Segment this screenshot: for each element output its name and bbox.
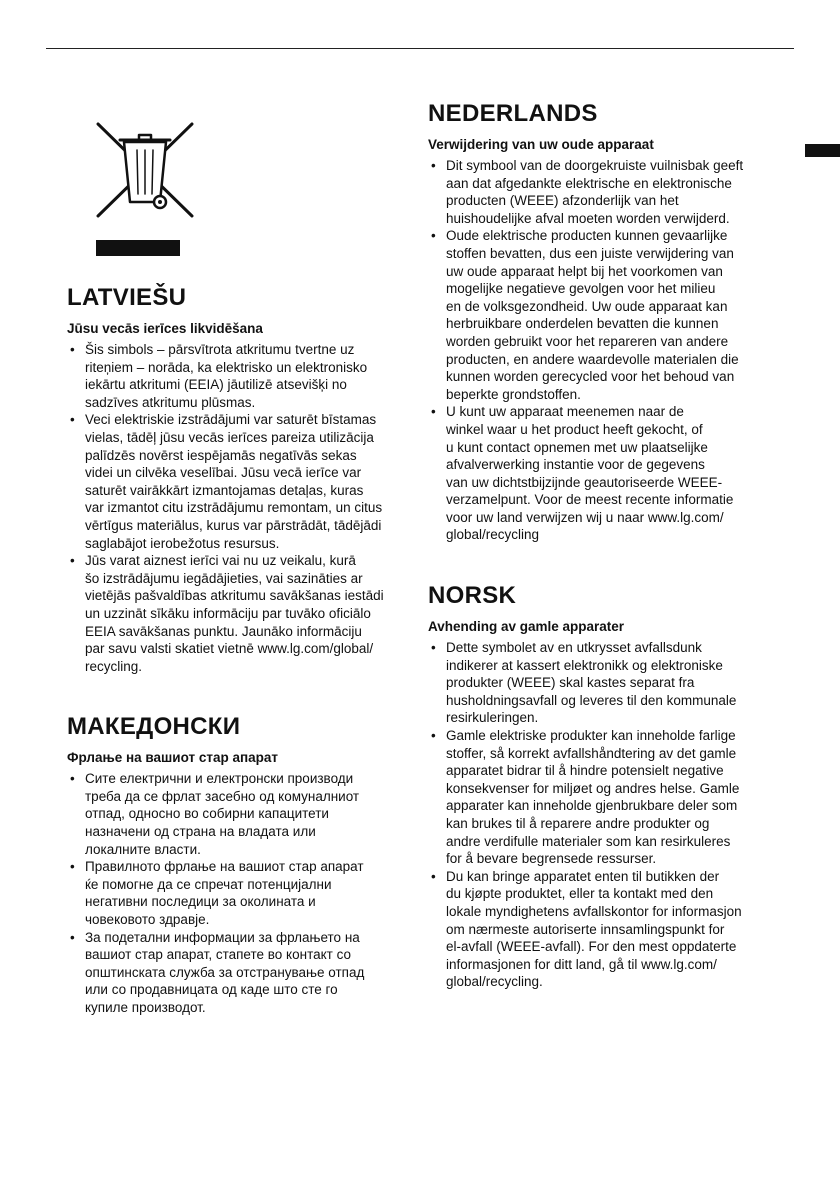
list-item: • Gamle elektriske produkter kan inneholde farlige stoffer, så korrekt avfallshåndtering av det gamle apparatet bidrar til å hindre potensielt negative konsekvenser for miljøet og andres helse. Gamle apparater kan inneholde gjenbrukbare deler som kan brukes til å reparere andre produkter og andre verdifulle materialer som kan resirkuleres for å bevare begrensede ressurser. bbox=[428, 727, 773, 868]
list-item: • Oude elektrische producten kunnen gevaarlijke stoffen bevatten, dus een juiste verwijdering van uw oude apparaat helpt bij het voorkomen van mogelijke negatieve gevolgen voor het milieu en de volksgezondheid. Uw oude apparaat kan herbruikbare onderdelen bevatten die kunnen worden gebruikt voor het repareren van andere producten, en andere waardevolle materialen die kunnen worden gerecycled voor het behoud van beperkte grondstoffen. bbox=[428, 227, 773, 403]
header-rule bbox=[46, 48, 794, 49]
date-code-bar bbox=[96, 240, 180, 256]
list-item: • Dit symbool van de doorgekruiste vuilnisbak geeft aan dat afgedankte elektrische en elektronische producten (WEEE) afzonderlijk van het huishoudelijke afval moeten worden verwijderd. bbox=[428, 157, 773, 227]
list-item: • Šis simbols – pārsvītrota atkritumu tvertne uz riteņiem – norāda, ka elektrisko un elektronisko iekārtu atkritumi (EEIA) jāutilizē atsevišķi no sadzīves atkritumu plūsmas. bbox=[67, 341, 397, 411]
norwegian-list bbox=[428, 639, 773, 991]
latvian-subtitle: Jūsu vecās ierīces likvidēšana bbox=[67, 321, 263, 336]
macedonian-title: МАКЕДОНСКИ bbox=[67, 713, 241, 741]
dutch-subtitle: Verwijdering van uw oude apparaat bbox=[428, 137, 654, 152]
dutch-list bbox=[428, 157, 773, 544]
right-column bbox=[428, 100, 773, 991]
list-item: • Правилното фрлање на вашиот стар апарат ќе помогне да се спречат потенцијални негативни последици за околината и човековото здравје. bbox=[67, 858, 397, 928]
list-item: • Veci elektriskie izstrādājumi var saturēt bīstamas vielas, tādēļ jūsu vecās ierīces pareiza utilizācija palīdzēs novērst iespējamās negatīvās sekas videi un cilvēka veselībai. Jūsu vecā ierīce var saturēt vairākkārt izmantojamas detaļas, kuras var izmantot citu izstrādājumu remontam, un citus vērtīgus materiālus, kurus var pārstrādāt, tādējādi saglabājot ierobežotus resursus. bbox=[67, 411, 397, 552]
list-item: • Сите електрични и електронски производи треба да се фрлат засебно од комуналниот отпад, односно во собирни капацитети назначени од страна на владата или локалните власти. bbox=[67, 770, 397, 858]
latvian-title: LATVIEŠU bbox=[67, 284, 187, 311]
norwegian-title: NORSK bbox=[428, 582, 517, 610]
norwegian-subtitle: Avhending av gamle apparater bbox=[428, 619, 625, 635]
list-item: • Du kan bringe apparatet enten til butikken der du kjøpte produktet, eller ta kontakt med den lokale myndighetens avfallskontor for informasjon om nærmeste autoriserte innsamlingspunkt for el-avfall (WEEE-avfall). For den mest oppdaterte informasjonen for ditt land, gå til www.lg.com/ global/recycling. bbox=[428, 868, 773, 991]
macedonian-subtitle: Фрлање на вашиот стар апарат bbox=[67, 750, 279, 766]
crossed-out-bin-icon bbox=[90, 118, 200, 218]
list-item: • Dette symbolet av en utkrysset avfallsdunk indikerer at kassert elektronikk og elektroniske produkter (WEEE) skal kastes separat fra husholdningsavfall og leveres til den kommunale resirkuleringen. bbox=[428, 639, 773, 727]
left-column bbox=[67, 118, 397, 1017]
list-item: • За подетални информации за фрлањето на вашиот стар апарат, стапете во контакт со општинската служба за отстранување отпад или со продавницата од каде што сте го купиле производот. bbox=[67, 929, 397, 1017]
list-item: • U kunt uw apparaat meenemen naar de winkel waar u het product heeft gekocht, of u kunt contact opnemen met uw plaatselijke afvalverwerking instantie voor de gegevens van uw dichtstbijzijnde geautoriseerde WEEE- verzamelpunt. Voor de meest recente informatie voor uw land verwijzen wij u naar www.lg.com/ global/recycling bbox=[428, 403, 773, 544]
list-item: • Jūs varat aiznest ierīci vai nu uz veikalu, kurā šo izstrādājumu iegādājieties, vai sazināties ar vietējās pašvaldības atkritumu savākšanas iestādi un uzzināt sīkāku informāciju par tuvāko oficiālo EEIA savākšanas punktu. Jaunāko informāciju par savu valsti skatiet vietnē www.lg.com/global/ recycling. bbox=[67, 552, 397, 675]
page-side-tab bbox=[805, 144, 840, 157]
latvian-list bbox=[67, 341, 397, 675]
dutch-title: NEDERLANDS bbox=[428, 100, 598, 127]
macedonian-list bbox=[67, 770, 397, 1016]
